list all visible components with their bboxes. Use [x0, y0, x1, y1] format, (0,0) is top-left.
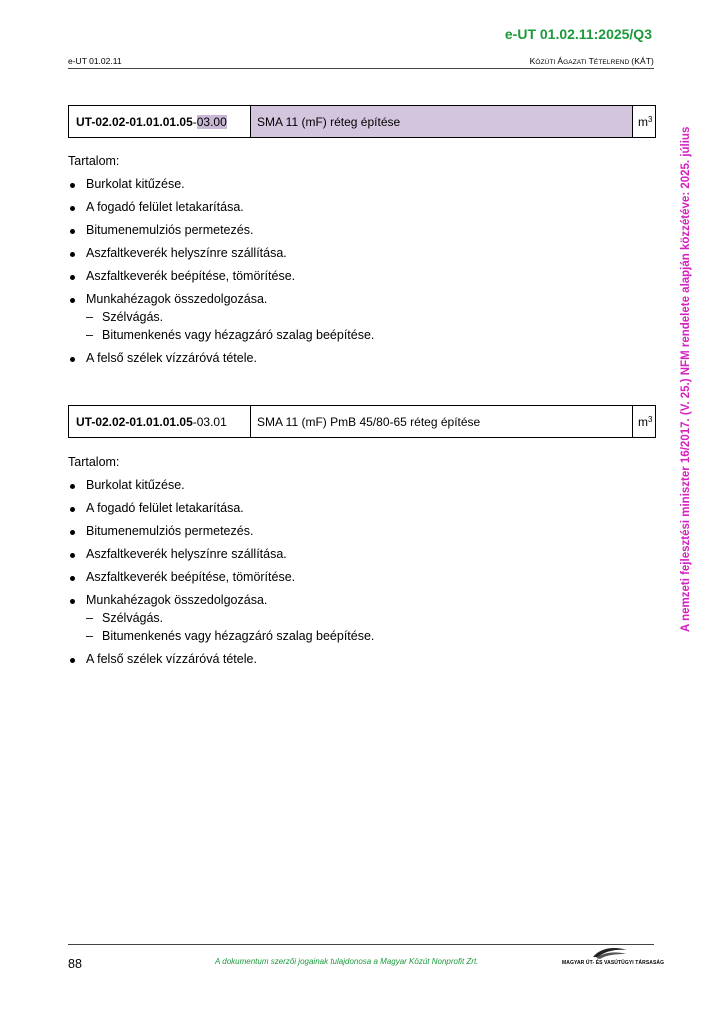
list-item: [68, 269, 648, 284]
item-code-cell: [69, 406, 251, 437]
running-header: [68, 56, 654, 69]
list-item: [68, 223, 648, 238]
list-item-text: A felső szélek vízzáróvá tétele.: [86, 652, 257, 666]
item-unit: m: [638, 414, 648, 429]
list-item: [68, 547, 648, 562]
copyright-notice: A dokumentum szerzői jogainak tulajdonosa a Magyar Közút Nonprofit Zrt.: [215, 957, 479, 966]
list-item-text: Aszfaltkeverék helyszínre szállítása.: [86, 246, 287, 260]
item-code-suffix: 03.01: [196, 414, 227, 429]
header-right-part: ÉTELREND: [593, 59, 632, 66]
item-unit-exponent: 3: [648, 115, 653, 124]
item-code-dash: -: [192, 114, 197, 129]
page-number: 88: [68, 957, 82, 971]
item-unit-cell: [633, 106, 655, 137]
item-table-2: [68, 405, 656, 438]
sub-list-item: – Szélvágás.: [86, 310, 648, 325]
document-code: e-UT 01.02.11:2025/Q3: [504, 26, 652, 42]
item-unit-exponent: 3: [648, 415, 653, 424]
sub-list: [86, 310, 648, 343]
item-code-main: UT-02.02-01.01.01.05: [76, 414, 193, 429]
list-item: [68, 593, 648, 644]
company-logo: [562, 946, 665, 970]
logo-text: MAGYAR ÚT- ÉS VASÚTÜGYI TÁRSASÁG: [562, 960, 665, 966]
list-item-text: Munkahézagok összedolgozása.: [86, 292, 268, 306]
content-title: Tartalom:: [68, 154, 120, 168]
item-description: SMA 11 (mF) réteg építése: [257, 114, 401, 129]
header-right-part: Á: [557, 56, 564, 66]
header-right-part: K: [529, 56, 536, 66]
side-note-text: A nemzeti fejlesztési miniszter 16/2017. (V. 25.) NFM rendelete alapján közzétéve: 2025. július: [680, 126, 692, 632]
item-table-1: [68, 105, 656, 138]
list-item-text: Bitumenemulziós permetezés.: [86, 223, 254, 237]
item-code-suffix: 03.00: [196, 114, 227, 129]
content-list: [68, 177, 648, 366]
list-item: [68, 200, 648, 215]
list-item: [68, 524, 648, 539]
list-item: [68, 351, 648, 366]
list-item: [68, 478, 648, 493]
header-right-part: ÖZÚTI: [535, 59, 558, 66]
list-item-text: Aszfaltkeverék beépítése, tömörítése.: [86, 269, 296, 283]
header-right-part: (KÁT): [631, 56, 654, 66]
list-item-text: Aszfaltkeverék helyszínre szállítása.: [86, 547, 287, 561]
item-unit: m: [638, 114, 648, 129]
item-description-cell: [251, 406, 633, 437]
list-item-text: Aszfaltkeverék beépítése, tömörítése.: [86, 570, 296, 584]
list-item-text: Burkolat kitűzése.: [86, 478, 185, 492]
header-right: [530, 56, 654, 66]
list-item: [68, 177, 648, 192]
sub-list-item: – Bitumenkenés vagy hézagzáró szalag beépítése.: [86, 328, 648, 343]
footer-divider: [68, 944, 654, 945]
item-code-main: UT-02.02-01.01.01.05: [76, 114, 193, 129]
item-code-cell: [69, 106, 251, 137]
list-item: [68, 652, 648, 667]
list-item-text: A fogadó felület letakarítása.: [86, 501, 244, 515]
sub-list-item: – Bitumenkenés vagy hézagzáró szalag beépítése.: [86, 629, 648, 644]
list-item: [68, 501, 648, 516]
logo-swoosh-icon: [592, 946, 628, 960]
list-item: [68, 292, 648, 343]
header-left: e-UT 01.02.11: [68, 56, 122, 66]
sub-list: [86, 611, 648, 644]
header-right-part: T: [588, 56, 594, 66]
list-item-text: Burkolat kitűzése.: [86, 177, 185, 191]
sub-list-item: – Szélvágás.: [86, 611, 648, 626]
list-item-text: Munkahézagok összedolgozása.: [86, 593, 268, 607]
content-list: [68, 478, 648, 667]
item-description: SMA 11 (mF) PmB 45/80-65 réteg építése: [257, 414, 481, 429]
item-unit-cell: [633, 406, 655, 437]
list-item: [68, 570, 648, 585]
list-item-text: A fogadó felület letakarítása.: [86, 200, 244, 214]
list-item-text: Bitumenemulziós permetezés.: [86, 524, 254, 538]
item-content-2: [68, 455, 648, 675]
item-description-cell: [251, 106, 633, 137]
header-right-part: GAZATI: [563, 59, 589, 66]
list-item-text: A felső szélek vízzáróvá tétele.: [86, 351, 257, 365]
list-item: [68, 246, 648, 261]
item-code-dash: -: [192, 414, 197, 429]
item-content-1: [68, 154, 648, 374]
content-title: Tartalom:: [68, 455, 120, 469]
